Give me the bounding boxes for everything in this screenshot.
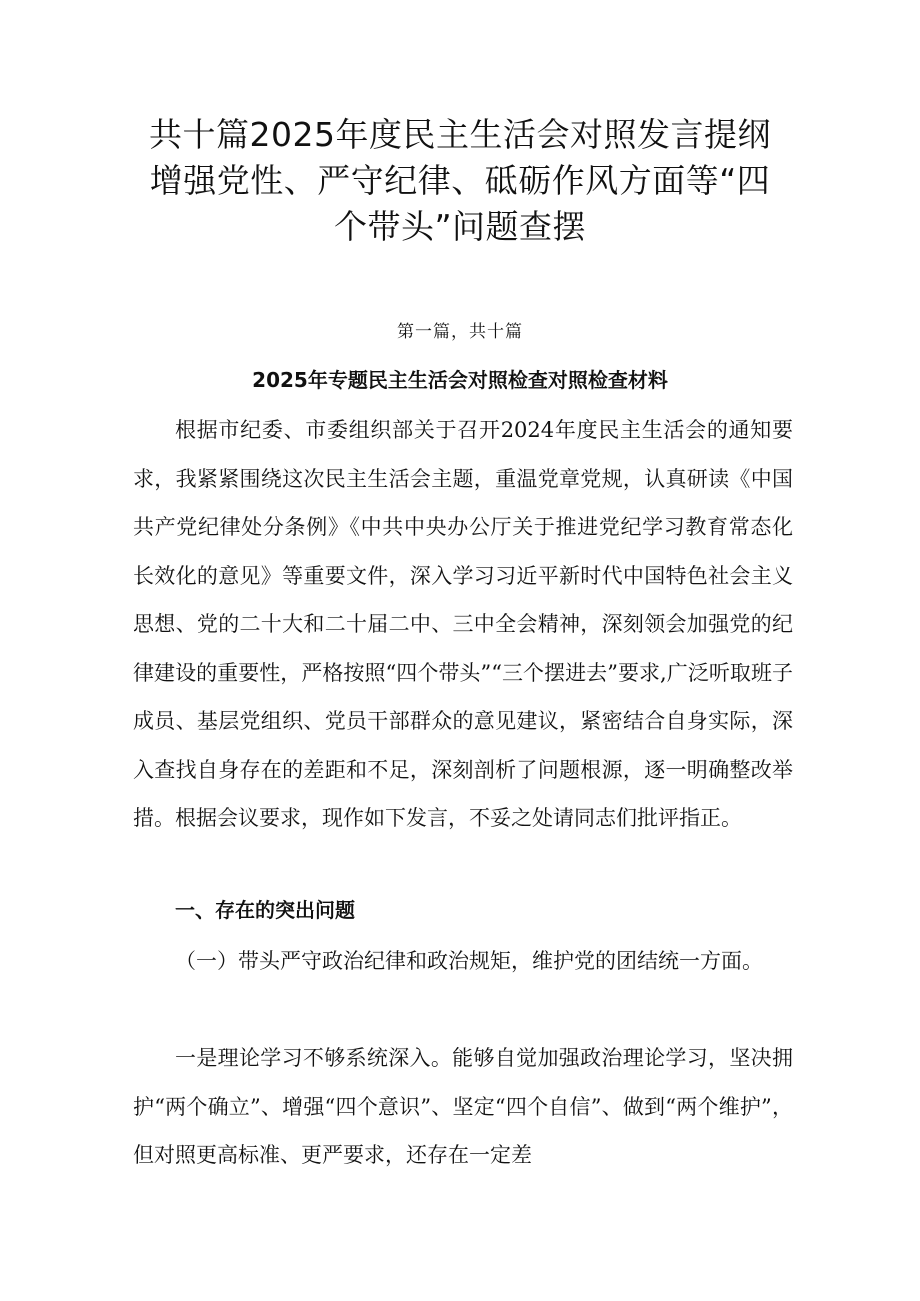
point-theory-study: 一是理论学习不够系统深入。能够自觉加强政治理论学习，坚决拥护“两个确立”、增强“四个意识”、坚定“四个自信”、做到“两个维护”，但对照更高标准、更严要求，还存在一定差 xyxy=(133,1046,793,1167)
title-line-3: 个带头”问题查摆 xyxy=(333,207,587,246)
subheading-political-discipline: （一）带头严守政治纪律和政治规矩，维护党的团结统一方面。 xyxy=(175,949,763,973)
intro-paragraph: 根据市纪委、市委组织部关于召开2024年度民主生活会的通知要求，我紧紧围绕这次民主生活会主题，重温党章党规，认真研读《中国共产党纪律处分条例》《中共中央办公厅关于推进党纪学习教育常态化长效化的意见》等重要文件，深入学习习近平新时代中国特色社会主义思想、党的二十大和二十届二中、三中全会精神，深刻领会加强党的纪律建设的重要性，严格按照“四个带头”“三个摆进去”要求,广泛听取班子成员、基层党组织、党员干部群众的意见建议，紧密结合自身实际，深入查找自身存在的差距和不足，深刻剖析了问题根源，逐一明确整改举措。根据会议要求，现作如下发言，不妥之处请同志们批评指正。 xyxy=(133,418,793,830)
title-line-2: 增强党性、严守纪律、砥砺作风方面等“四 xyxy=(149,161,771,200)
title-line-1: 共十篇2025年度民主生活会对照发言提纲 xyxy=(149,115,771,154)
document-subtitle: 2025年专题民主生活会对照检查对照检查材料 xyxy=(252,368,668,392)
section-heading-problems: 一、存在的突出问题 xyxy=(175,898,355,922)
document-title xyxy=(120,112,800,250)
section-label: 第一篇，共十篇 xyxy=(397,322,523,342)
